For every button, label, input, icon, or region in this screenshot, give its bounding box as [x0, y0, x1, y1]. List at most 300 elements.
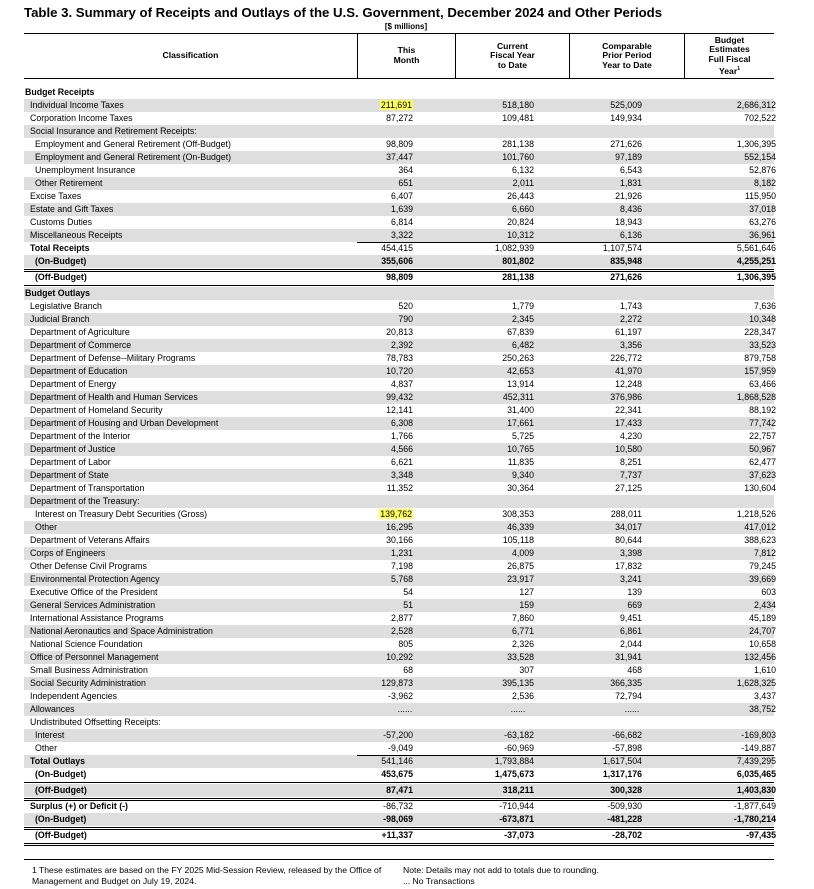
row-label: Interest	[35, 730, 65, 740]
table-row	[24, 625, 774, 638]
table-header	[24, 33, 774, 79]
row-label: Unemployment Insurance	[35, 165, 136, 175]
row-value-col2: 2,326	[511, 639, 534, 649]
row-value-col2: 11,835	[507, 457, 534, 467]
row-value-col3: 669	[627, 600, 642, 610]
row-value-col3: 288,011	[610, 509, 642, 519]
table-row	[24, 495, 774, 508]
row-value-col1: ......	[397, 704, 413, 714]
table-row	[24, 651, 774, 664]
row-value-col4: 7,812	[753, 548, 776, 558]
row-label: International Assistance Programs	[30, 613, 164, 623]
row-value-col2: 30,364	[507, 483, 534, 493]
table-row	[24, 255, 774, 268]
row-value-col3: 6,543	[619, 165, 642, 175]
row-value-col3: 18,943	[615, 217, 642, 227]
table-row	[24, 365, 774, 378]
row-value-col1: 129,873	[381, 678, 413, 688]
row-value-col3: -66,682	[612, 730, 642, 740]
row-value-col2: 452,311	[502, 392, 534, 402]
row-value-col3: 17,433	[615, 418, 642, 428]
row-value-col1: 98,809	[386, 139, 413, 149]
row-value-col4: 228,347	[744, 327, 776, 337]
row-value-col1: 1,231	[390, 548, 413, 558]
row-value-col2: 1,779	[511, 301, 534, 311]
row-value-col4: 39,669	[749, 574, 776, 584]
row-value-col4: 1,868,528	[736, 392, 776, 402]
table-row	[24, 177, 774, 190]
row-value-col3: 376,986	[610, 392, 642, 402]
row-label: National Aeronautics and Space Administration	[30, 626, 213, 636]
row-value-col4: 702,522	[744, 113, 776, 123]
table-row	[24, 755, 774, 768]
row-label: (On-Budget)	[35, 256, 87, 266]
row-value-col1: 54	[403, 587, 413, 597]
row-label: Allowances	[30, 704, 75, 714]
table-row	[24, 664, 774, 677]
row-value-col3: 21,926	[615, 191, 642, 201]
row-value-col1: +11,337	[381, 830, 413, 840]
row-value-col4: -149,887	[741, 743, 776, 753]
table-row	[24, 125, 774, 138]
row-label: General Services Administration	[30, 600, 156, 610]
row-value-col4: 1,403,830	[736, 785, 776, 795]
row-value-col1: -9,049	[388, 743, 413, 753]
row-value-col4: 4,255,251	[736, 256, 776, 266]
row-value-col1: 2,392	[390, 340, 413, 350]
table-row	[24, 784, 774, 797]
table-row	[24, 417, 774, 430]
row-value-col2: 281,138	[502, 272, 534, 282]
row-value-col3: 271,626	[610, 272, 642, 282]
row-value-col3: -57,898	[612, 743, 642, 753]
row-value-col1: 7,198	[390, 561, 413, 571]
row-value-col4: 417,012	[744, 522, 776, 532]
row-value-col4: 88,192	[749, 405, 776, 415]
row-value-col3: 525,009	[610, 100, 642, 110]
row-value-col4: 1,306,395	[736, 272, 776, 282]
table-row	[24, 742, 774, 755]
row-label: Miscellaneous Receipts	[30, 230, 123, 240]
row-value-col1: -57,200	[383, 730, 413, 740]
table-row	[24, 86, 774, 99]
table-row	[24, 612, 774, 625]
header-this-month: This Month	[393, 45, 420, 65]
footnote: 1 These estimates are based on the FY 2025 Mid-Session Review, released by the Office of Management and Budget on July 19, 2024.	[32, 865, 382, 886]
row-value-col3: 149,934	[610, 113, 642, 123]
table-row	[24, 599, 774, 612]
row-label: Individual Income Taxes	[30, 100, 124, 110]
row-value-col1: 651	[398, 178, 413, 188]
row-label: Excise Taxes	[30, 191, 82, 201]
row-value-col4: 79,245	[749, 561, 776, 571]
row-value-col1: 1,766	[390, 431, 413, 441]
row-label: Executive Office of the President	[30, 587, 158, 597]
row-value-col1: 1,639	[390, 204, 413, 214]
row-value-col3: -481,228	[607, 814, 642, 824]
row-value-col2: -673,871	[499, 814, 534, 824]
table-row	[24, 443, 774, 456]
row-value-col2: 42,653	[507, 366, 534, 376]
row-label: (On-Budget)	[35, 814, 87, 824]
row-label: Total Receipts	[30, 243, 90, 253]
table-row	[24, 829, 774, 842]
row-value-col2: 518,180	[502, 100, 534, 110]
row-label: Department of Health and Human Services	[30, 392, 198, 402]
table-row	[24, 768, 774, 781]
row-value-col2: 26,875	[507, 561, 534, 571]
row-value-col1: 20,813	[386, 327, 413, 337]
table-row	[24, 482, 774, 495]
row-value-col1: 6,407	[390, 191, 413, 201]
row-value-col1: 520	[398, 301, 413, 311]
row-value-col3: ......	[624, 704, 640, 714]
row-value-col4: 7,636	[753, 301, 776, 311]
row-value-col1: 98,809	[386, 272, 413, 282]
row-label: Independent Agencies	[30, 691, 118, 701]
row-value-col2: 67,839	[507, 327, 534, 337]
row-value-col3: 271,626	[610, 139, 642, 149]
row-label: Other Retirement	[35, 178, 103, 188]
row-label: Department of Labor	[30, 457, 111, 467]
table-row	[24, 534, 774, 547]
row-value-col4: 10,658	[749, 639, 776, 649]
row-value-col3: 6,861	[619, 626, 642, 636]
row-value-col3: 6,136	[619, 230, 642, 240]
row-value-col3: 34,017	[615, 522, 642, 532]
table-row	[24, 287, 774, 300]
row-value-col1: 87,272	[386, 113, 413, 123]
table-row	[24, 573, 774, 586]
row-value-col4: 388,623	[744, 535, 776, 545]
highlighted-value: 211,691	[380, 100, 412, 110]
row-value-col2: 307	[519, 665, 534, 675]
row-label: Employment and General Retirement (Off-Budget)	[35, 139, 231, 149]
row-value-col3: 8,251	[619, 457, 642, 467]
row-value-col3: 300,328	[610, 785, 642, 795]
row-value-col2: 2,536	[511, 691, 534, 701]
row-value-col1: 30,166	[386, 535, 413, 545]
table-row	[24, 99, 774, 112]
row-value-col2: 23,917	[507, 574, 534, 584]
table-row	[24, 430, 774, 443]
total-rule	[357, 755, 774, 756]
row-value-col4: 50,967	[749, 444, 776, 454]
row-value-col3: -28,702	[612, 830, 642, 840]
table-row	[24, 339, 774, 352]
row-label: National Science Foundation	[30, 639, 143, 649]
table-row	[24, 378, 774, 391]
row-value-col1: 4,566	[390, 444, 413, 454]
row-value-col4: 63,276	[749, 217, 776, 227]
row-value-col3: 139	[627, 587, 642, 597]
row-value-col2: 2,011	[512, 178, 534, 188]
row-label: Department of the Treasury:	[30, 496, 140, 506]
table-row	[24, 638, 774, 651]
row-value-col3: 22,341	[615, 405, 642, 415]
row-value-col4: -1,780,214	[733, 814, 776, 824]
row-value-col3: 3,356	[619, 340, 642, 350]
row-value-col3: 3,398	[619, 548, 642, 558]
header-current-fy: Current Fiscal Year to Date	[490, 40, 535, 70]
row-value-col2: 10,312	[507, 230, 534, 240]
row-value-col1: 68	[403, 665, 413, 675]
table-row	[24, 729, 774, 742]
row-value-col1: 87,471	[386, 785, 413, 795]
row-value-col1: 37,447	[386, 152, 413, 162]
row-value-col3: 2,044	[619, 639, 642, 649]
row-value-col4: 62,477	[749, 457, 776, 467]
row-value-col1: 16,295	[386, 522, 413, 532]
row-value-col1: 12,141	[386, 405, 413, 415]
row-value-col2: 109,481	[502, 113, 534, 123]
table-row	[24, 521, 774, 534]
row-value-col2: 6,482	[511, 340, 534, 350]
row-value-col3: 9,451	[619, 613, 642, 623]
row-value-col4: 37,623	[749, 470, 776, 480]
row-value-col2: 10,765	[507, 444, 534, 454]
row-label: Social Insurance and Retirement Receipts:	[30, 126, 197, 136]
row-value-col4: -1,877,649	[733, 801, 776, 811]
row-value-col3: 31,941	[615, 652, 642, 662]
row-value-col1: 454,415	[381, 243, 413, 253]
row-value-col3: 1,617,504	[602, 756, 642, 766]
row-value-col2: 20,824	[507, 217, 534, 227]
row-value-col1: 6,814	[390, 217, 413, 227]
row-value-col2: 13,914	[507, 379, 534, 389]
row-label: Corporation Income Taxes	[30, 113, 133, 123]
row-value-col2: 33,528	[507, 652, 534, 662]
row-value-col4: 157,959	[744, 366, 776, 376]
table-row	[24, 271, 774, 284]
row-value-col1: 355,606	[381, 256, 413, 266]
row-value-col2: ......	[510, 704, 526, 714]
row-value-col4: 879,758	[744, 353, 776, 363]
table-row	[24, 313, 774, 326]
row-label: Other	[35, 522, 58, 532]
row-value-col4: 1,218,526	[736, 509, 776, 519]
table-row	[24, 352, 774, 365]
row-value-col4: 24,707	[749, 626, 776, 636]
row-value-col1: 790	[398, 314, 413, 324]
row-value-col3: 41,970	[615, 366, 642, 376]
row-value-col3: 80,644	[615, 535, 642, 545]
row-value-col1: 4,837	[390, 379, 413, 389]
row-value-col3: 4,230	[619, 431, 642, 441]
table-row	[24, 112, 774, 125]
row-label: Interest on Treasury Debt Securities (Gross)	[35, 509, 208, 519]
row-value-col3: 2,272	[619, 314, 642, 324]
table-note	[403, 865, 663, 887]
row-label: Department of State	[30, 470, 109, 480]
row-value-col1	[357, 508, 413, 521]
row-value-col1: 10,720	[386, 366, 413, 376]
row-value-col2: 395,135	[502, 678, 534, 688]
row-label: Employment and General Retirement (On-Budget)	[35, 152, 232, 162]
row-value-col4: 3,437	[753, 691, 776, 701]
table-row	[24, 326, 774, 339]
row-value-col4: 63,466	[749, 379, 776, 389]
row-label: Small Business Administration	[30, 665, 148, 675]
row-label: Budget Outlays	[25, 288, 91, 298]
row-value-col1: -98,069	[383, 814, 413, 824]
row-value-col3: 7,737	[619, 470, 642, 480]
row-label: Department of Education	[30, 366, 128, 376]
row-value-col4: 2,434	[753, 600, 776, 610]
row-value-col3: -509,930	[607, 801, 642, 811]
row-label: Surplus (+) or Deficit (-)	[30, 801, 128, 811]
table-row	[24, 229, 774, 242]
row-value-col3: 97,189	[615, 152, 642, 162]
unit-label: [$ millions]	[384, 22, 428, 31]
row-value-col2: 1,475,673	[494, 769, 534, 779]
footer-divider	[24, 859, 774, 860]
row-value-col2: 6,660	[511, 204, 534, 214]
row-value-col3: 8,436	[619, 204, 642, 214]
row-value-col4: 52,876	[749, 165, 776, 175]
row-value-col2: -60,969	[504, 743, 534, 753]
row-label: Department of Defense--Military Programs	[30, 353, 196, 363]
row-value-col2: 7,860	[511, 613, 534, 623]
row-value-col3: 1,107,574	[602, 243, 642, 253]
row-value-col2: 159	[519, 600, 534, 610]
row-value-col4: 1,610	[753, 665, 776, 675]
row-value-col2: 31,400	[507, 405, 534, 415]
row-value-col4: 6,035,465	[736, 769, 776, 779]
table-row	[24, 151, 774, 164]
row-value-col2: -710,944	[499, 801, 534, 811]
row-value-col4: 33,523	[749, 340, 776, 350]
row-value-col3: 835,948	[610, 256, 642, 266]
row-label: Department of Agriculture	[30, 327, 130, 337]
header-classification: Classification	[162, 50, 219, 61]
row-value-col1: 2,528	[390, 626, 413, 636]
row-value-col1: 3,348	[390, 470, 413, 480]
row-value-col3: 366,335	[610, 678, 642, 688]
row-value-col2: 1,793,884	[494, 756, 534, 766]
row-value-col2: 9,340	[511, 470, 534, 480]
row-value-col1: 453,675	[381, 769, 413, 779]
row-value-col4: 5,561,646	[736, 243, 776, 253]
row-value-col1: 5,768	[390, 574, 413, 584]
row-value-col3: 61,197	[615, 327, 642, 337]
header-comparable-prior: Comparable Prior Period Year to Date	[602, 40, 652, 70]
row-label: Other	[35, 743, 58, 753]
table-row	[24, 813, 774, 826]
row-value-col4: 1,306,395	[736, 139, 776, 149]
row-value-col1	[357, 99, 413, 112]
row-value-col4: -169,803	[741, 730, 776, 740]
row-label: Total Outlays	[30, 756, 86, 766]
row-value-col4: -97,435	[746, 830, 776, 840]
table-row	[24, 190, 774, 203]
row-label: (On-Budget)	[35, 769, 87, 779]
row-value-col4: 37,018	[749, 204, 776, 214]
row-label: Department of Commerce	[30, 340, 132, 350]
row-value-col1: 541,146	[381, 756, 413, 766]
row-value-col1: 6,621	[390, 457, 413, 467]
row-value-col1: -86,732	[383, 801, 413, 811]
row-value-col3: 17,832	[615, 561, 642, 571]
row-value-col4: 130,604	[744, 483, 776, 493]
row-value-col2: 101,760	[502, 152, 534, 162]
note-rounding: Note: Details may not add to totals due to rounding.	[403, 865, 599, 875]
row-value-col1: 364	[398, 165, 413, 175]
row-label: Environmental Protection Agency	[30, 574, 160, 584]
row-label: (Off-Budget)	[35, 785, 87, 795]
table-row	[24, 560, 774, 573]
table-row	[24, 300, 774, 313]
row-label: Estate and Gift Taxes	[30, 204, 114, 214]
row-label: Department of Justice	[30, 444, 116, 454]
row-value-col2: 308,353	[502, 509, 534, 519]
row-value-col3: 1,743	[619, 301, 642, 311]
table-row	[24, 800, 774, 813]
row-value-col1: 2,877	[390, 613, 413, 623]
row-value-col4: 7,439,295	[736, 756, 776, 766]
row-value-col4: 10,348	[749, 314, 776, 324]
row-label: Legislative Branch	[30, 301, 102, 311]
table-row	[24, 508, 774, 521]
row-value-col4: 22,757	[749, 431, 776, 441]
row-value-col4: 8,182	[753, 178, 776, 188]
row-value-col2: 5,725	[511, 431, 534, 441]
row-value-col2: 6,132	[511, 165, 534, 175]
row-value-col4: 77,742	[749, 418, 776, 428]
table-row	[24, 203, 774, 216]
row-label: Department of Housing and Urban Development	[30, 418, 219, 428]
row-label: Other Defense Civil Programs	[30, 561, 147, 571]
table-title: Table 3. Summary of Receipts and Outlays of the U.S. Government, December 2024 and Other Periods	[24, 5, 663, 20]
row-value-col3: 12,248	[615, 379, 642, 389]
row-label: (Off-Budget)	[35, 830, 87, 840]
table-row	[24, 677, 774, 690]
row-label: Judicial Branch	[30, 314, 90, 324]
row-value-col2: 2,345	[511, 314, 534, 324]
row-label: Office of Personnel Management	[30, 652, 159, 662]
row-value-col1: 99,432	[386, 392, 413, 402]
row-value-col4: 115,950	[744, 191, 776, 201]
row-label: Budget Receipts	[25, 87, 95, 97]
row-value-col1: -3,962	[388, 691, 413, 701]
row-value-col2: -37,073	[504, 830, 534, 840]
row-label: Department of Veterans Affairs	[30, 535, 150, 545]
row-value-col1: 78,783	[386, 353, 413, 363]
header-budget-estimates: Budget Estimates Full Fiscal Year$^1$	[708, 34, 751, 76]
row-value-col1: 6,308	[390, 418, 413, 428]
subtotal-rule	[24, 843, 774, 846]
row-value-col1: 51	[403, 600, 413, 610]
row-label: (Off-Budget)	[35, 272, 87, 282]
table-row	[24, 216, 774, 229]
row-value-col2: 318,211	[502, 785, 534, 795]
row-value-col2: 801,802	[502, 256, 534, 266]
row-value-col3: 468	[627, 665, 642, 675]
row-value-col4: 38,752	[749, 704, 776, 714]
row-value-col2: 127	[519, 587, 534, 597]
row-value-col2: 1,082,939	[494, 243, 534, 253]
row-value-col4: 45,189	[749, 613, 776, 623]
table-row	[24, 703, 774, 716]
table-row	[24, 242, 774, 255]
row-value-col2: 17,661	[507, 418, 534, 428]
row-value-col1: 3,322	[390, 230, 413, 240]
row-label: Department of Energy	[30, 379, 117, 389]
note-no-transactions: ... No Transactions	[403, 876, 475, 886]
table-row	[24, 164, 774, 177]
highlighted-value: 139,762	[380, 509, 412, 519]
row-value-col2: -63,182	[504, 730, 534, 740]
